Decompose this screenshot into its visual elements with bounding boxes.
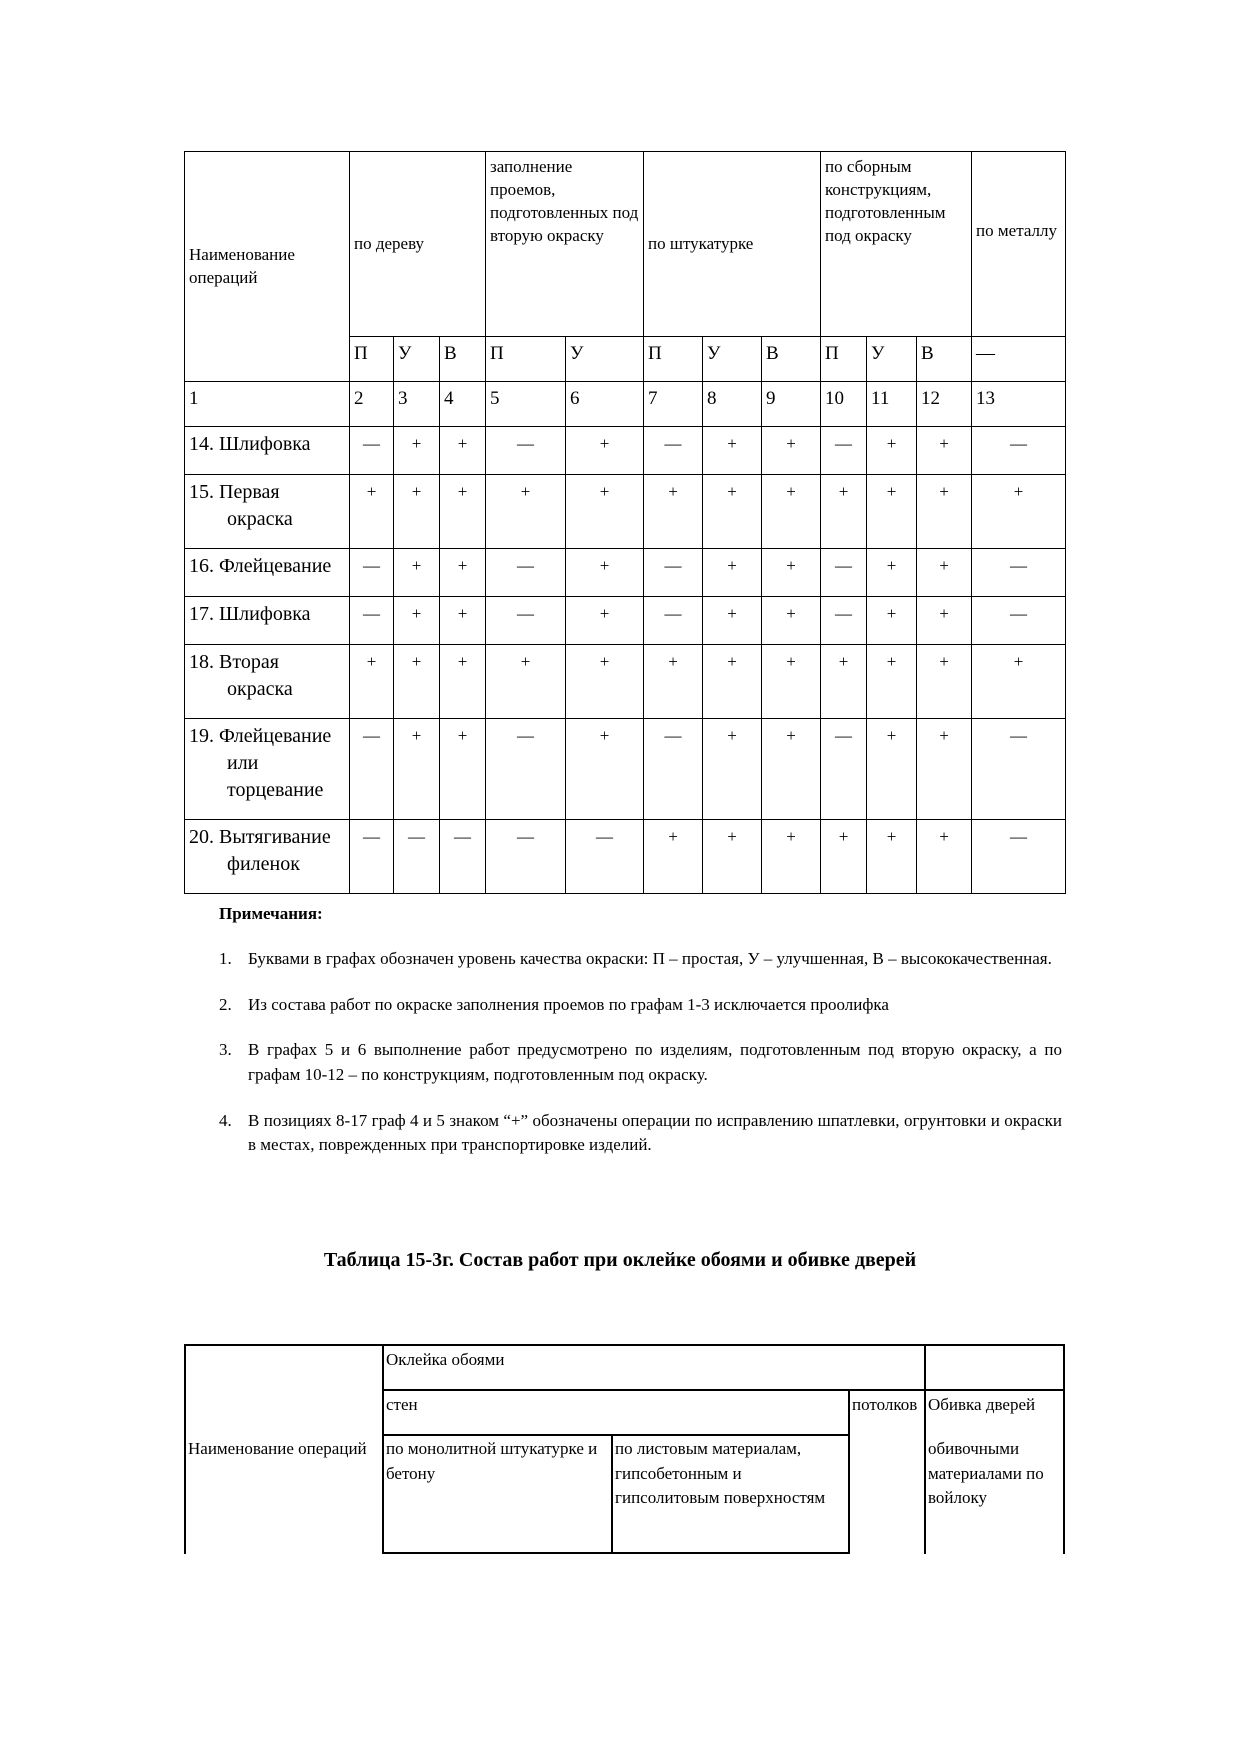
column-number-cell: 1 <box>185 382 350 427</box>
column-number-cell: 8 <box>703 382 762 427</box>
quality-mark-cell: + <box>440 475 486 549</box>
t2-header-walls: стен <box>386 1395 418 1414</box>
column-number-cell: 7 <box>644 382 703 427</box>
table-border <box>184 1344 1065 1346</box>
operation-name: 14. Шлифовка <box>189 433 311 455</box>
note-number: 2. <box>219 994 232 1014</box>
quality-level-cell: П <box>486 337 566 382</box>
t2-header-wallpaper: Оклейка обоями <box>386 1350 505 1369</box>
quality-mark-cell: + <box>762 475 821 549</box>
quality-mark-cell: + <box>394 549 440 597</box>
quality-mark-cell: — <box>350 719 394 820</box>
quality-mark-cell: + <box>350 475 394 549</box>
note-item <box>219 993 1062 1018</box>
column-number-cell: 9 <box>762 382 821 427</box>
quality-level-cell: У <box>394 337 440 382</box>
note-item <box>219 1038 1062 1087</box>
quality-level-cell: У <box>566 337 644 382</box>
table-border <box>382 1344 384 1554</box>
quality-mark-cell: + <box>486 645 566 719</box>
quality-level-cell: В <box>440 337 486 382</box>
t2-header-sheet: по листовым материалам, гипсобетонным и гипсолитовым поверхностям <box>615 1439 826 1508</box>
column-number-cell: 13 <box>972 382 1066 427</box>
table-row <box>185 719 1066 820</box>
t2-header-doors: Обивка дверей <box>928 1395 1036 1414</box>
table-row <box>185 475 1066 549</box>
quality-mark-cell: — <box>486 719 566 820</box>
quality-mark-cell: + <box>762 820 821 894</box>
quality-level-cell: В <box>917 337 972 382</box>
operation-name-cell <box>185 820 350 894</box>
quality-mark-cell: + <box>440 427 486 475</box>
table-row <box>185 597 1066 645</box>
operation-name-cell <box>185 427 350 475</box>
table-border <box>611 1434 613 1554</box>
quality-mark-cell: + <box>867 549 917 597</box>
quality-mark-cell: + <box>762 645 821 719</box>
quality-mark-cell: + <box>762 549 821 597</box>
quality-mark-cell: — <box>440 820 486 894</box>
quality-mark-cell: + <box>440 719 486 820</box>
operation-name: 20. Вытягивание <box>189 826 331 848</box>
note-text: В позициях 8-17 граф 4 и 5 знаком “+” обозначены операции по исправлению шпатлевки, огрунтовки и окраски в местах, поврежденных при транспортировке изделий. <box>248 1110 1062 1155</box>
table-border <box>382 1552 850 1554</box>
operation-name: 17. Шлифовка <box>189 603 311 625</box>
table-border <box>382 1434 850 1436</box>
quality-mark-cell: — <box>972 427 1066 475</box>
header-operations: Наименование операций <box>185 152 350 382</box>
quality-mark-cell: — <box>350 427 394 475</box>
table-border <box>924 1344 926 1554</box>
quality-mark-cell: — <box>644 597 703 645</box>
quality-mark-cell: — <box>350 549 394 597</box>
note-number: 4. <box>219 1110 232 1130</box>
table-2-title: Таблица 15-3г. Состав работ при оклейке обоями и обивке дверей <box>323 1249 917 1271</box>
notes-list <box>219 947 1062 1179</box>
quality-mark-cell: — <box>566 820 644 894</box>
operation-name-cell <box>185 597 350 645</box>
quality-mark-cell: — <box>350 597 394 645</box>
quality-mark-cell: + <box>703 597 762 645</box>
operation-name-continued: окраска <box>227 678 293 700</box>
table-row <box>185 427 1066 475</box>
quality-mark-cell: — <box>821 719 867 820</box>
note-text: Из состава работ по окраске заполнения проемов по графам 1-3 исключается проолифка <box>248 994 889 1014</box>
operation-name-continued: окраска <box>227 508 293 530</box>
operation-name-cell <box>185 475 350 549</box>
table-border <box>184 1344 186 1554</box>
note-number: 3. <box>219 1040 232 1060</box>
quality-level-cell: — <box>972 337 1066 382</box>
quality-mark-cell: + <box>917 645 972 719</box>
operation-name-continued: филенок <box>227 853 300 875</box>
operation-name: 19. Флейцевание <box>189 725 332 747</box>
quality-mark-cell: + <box>644 475 703 549</box>
quality-mark-cell: + <box>917 427 972 475</box>
quality-mark-cell: + <box>486 475 566 549</box>
quality-mark-cell: + <box>566 549 644 597</box>
quality-mark-cell: + <box>394 719 440 820</box>
t2-header-operations: Наименование операций <box>188 1439 367 1458</box>
quality-mark-cell: + <box>566 597 644 645</box>
quality-mark-cell: + <box>867 719 917 820</box>
painting-operations-table <box>184 151 1066 894</box>
quality-mark-cell: + <box>394 427 440 475</box>
quality-mark-cell: + <box>644 820 703 894</box>
operation-name: 16. Флейцевание <box>189 555 332 577</box>
quality-mark-cell: + <box>703 719 762 820</box>
operation-name: 18. Вторая <box>189 651 279 673</box>
column-number-cell: 12 <box>917 382 972 427</box>
quality-mark-cell: + <box>440 597 486 645</box>
column-number-cell: 5 <box>486 382 566 427</box>
note-item <box>219 947 1062 972</box>
quality-mark-cell: + <box>917 475 972 549</box>
quality-mark-cell: — <box>972 719 1066 820</box>
quality-mark-cell: + <box>917 820 972 894</box>
quality-mark-cell: — <box>972 549 1066 597</box>
column-number-cell: 3 <box>394 382 440 427</box>
quality-mark-cell: + <box>867 475 917 549</box>
quality-mark-cell: + <box>821 645 867 719</box>
operation-name-cell <box>185 645 350 719</box>
quality-mark-cell: + <box>762 719 821 820</box>
quality-mark-cell: — <box>644 549 703 597</box>
quality-mark-cell: + <box>821 475 867 549</box>
quality-level-cell: П <box>644 337 703 382</box>
column-number-cell: 10 <box>821 382 867 427</box>
header-prefab: по сборным конструкциям, подготовленным под окраску <box>821 152 972 337</box>
operation-name-cell <box>185 719 350 820</box>
quality-mark-cell: + <box>566 427 644 475</box>
table-row <box>185 645 1066 719</box>
note-text: Буквами в графах обозначен уровень качества окраски: П – простая, У – улучшенная, В – высококачественная. <box>248 949 1052 968</box>
operation-name: 15. Первая <box>189 481 280 503</box>
notes-title: Примечания: <box>219 904 323 923</box>
quality-mark-cell: — <box>486 427 566 475</box>
table-row <box>185 820 1066 894</box>
note-number: 1. <box>219 949 232 968</box>
quality-mark-cell: + <box>972 475 1066 549</box>
quality-mark-cell: — <box>394 820 440 894</box>
quality-mark-cell: — <box>821 597 867 645</box>
quality-mark-cell: + <box>394 475 440 549</box>
quality-mark-cell: — <box>972 820 1066 894</box>
quality-mark-cell: — <box>486 820 566 894</box>
t2-header-monolithic: по монолитной штукатурке и бетону <box>386 1439 598 1483</box>
column-number-cell: 11 <box>867 382 917 427</box>
quality-mark-cell: + <box>703 645 762 719</box>
quality-mark-cell: — <box>486 597 566 645</box>
quality-level-cell: У <box>867 337 917 382</box>
quality-mark-cell: — <box>972 597 1066 645</box>
quality-mark-cell: + <box>703 549 762 597</box>
operation-name-cell <box>185 549 350 597</box>
quality-mark-cell: + <box>566 475 644 549</box>
quality-mark-cell: + <box>440 645 486 719</box>
quality-mark-cell: + <box>394 597 440 645</box>
header-by-plaster: по штукатурке <box>644 152 821 337</box>
quality-mark-cell: + <box>867 645 917 719</box>
quality-mark-cell: + <box>972 645 1066 719</box>
note-item <box>219 1109 1062 1158</box>
quality-mark-cell: — <box>486 549 566 597</box>
header-by-wood: по дереву <box>350 152 486 337</box>
quality-mark-cell: + <box>644 645 703 719</box>
quality-mark-cell: + <box>394 645 440 719</box>
quality-mark-cell: + <box>566 645 644 719</box>
quality-mark-cell: + <box>440 549 486 597</box>
quality-mark-cell: + <box>566 719 644 820</box>
quality-mark-cell: — <box>644 427 703 475</box>
column-number-row <box>185 382 1066 427</box>
quality-mark-cell: — <box>821 549 867 597</box>
column-number-cell: 6 <box>566 382 644 427</box>
quality-mark-cell: + <box>350 645 394 719</box>
wallpaper-operations-table <box>184 1344 1065 1554</box>
quality-mark-cell: + <box>762 597 821 645</box>
quality-mark-cell: + <box>867 597 917 645</box>
table-border <box>382 1389 1065 1391</box>
column-number-cell: 2 <box>350 382 394 427</box>
quality-mark-cell: + <box>917 549 972 597</box>
quality-level-cell: П <box>821 337 867 382</box>
header-by-metal: по металлу <box>972 152 1066 337</box>
column-number-cell: 4 <box>440 382 486 427</box>
quality-mark-cell: + <box>917 597 972 645</box>
quality-mark-cell: — <box>644 719 703 820</box>
quality-mark-cell: — <box>350 820 394 894</box>
quality-mark-cell: + <box>703 475 762 549</box>
quality-mark-cell: + <box>867 820 917 894</box>
quality-mark-cell: + <box>703 820 762 894</box>
t2-header-doors-sub: обивочными материалами по войлоку <box>928 1439 1044 1508</box>
table-border <box>848 1389 850 1554</box>
quality-level-cell: П <box>350 337 394 382</box>
header-openings: заполнение проемов, подготовленных под вторую окраску <box>486 152 644 337</box>
quality-level-cell: В <box>762 337 821 382</box>
quality-mark-cell: + <box>917 719 972 820</box>
quality-mark-cell: — <box>821 427 867 475</box>
quality-mark-cell: + <box>762 427 821 475</box>
table-row <box>185 549 1066 597</box>
quality-mark-cell: + <box>703 427 762 475</box>
quality-level-cell: У <box>703 337 762 382</box>
quality-mark-cell: + <box>867 427 917 475</box>
operation-name-continued: или торцевание <box>227 752 324 801</box>
note-text: В графах 5 и 6 выполнение работ предусмотрено по изделиям, подготовленным под вторую окраску, а по графам 10-12 – по конструкциям, подготовленным под окраску. <box>248 1040 1062 1084</box>
t2-header-ceilings: потолков <box>852 1395 918 1414</box>
table-border <box>1063 1344 1065 1554</box>
quality-mark-cell: + <box>821 820 867 894</box>
